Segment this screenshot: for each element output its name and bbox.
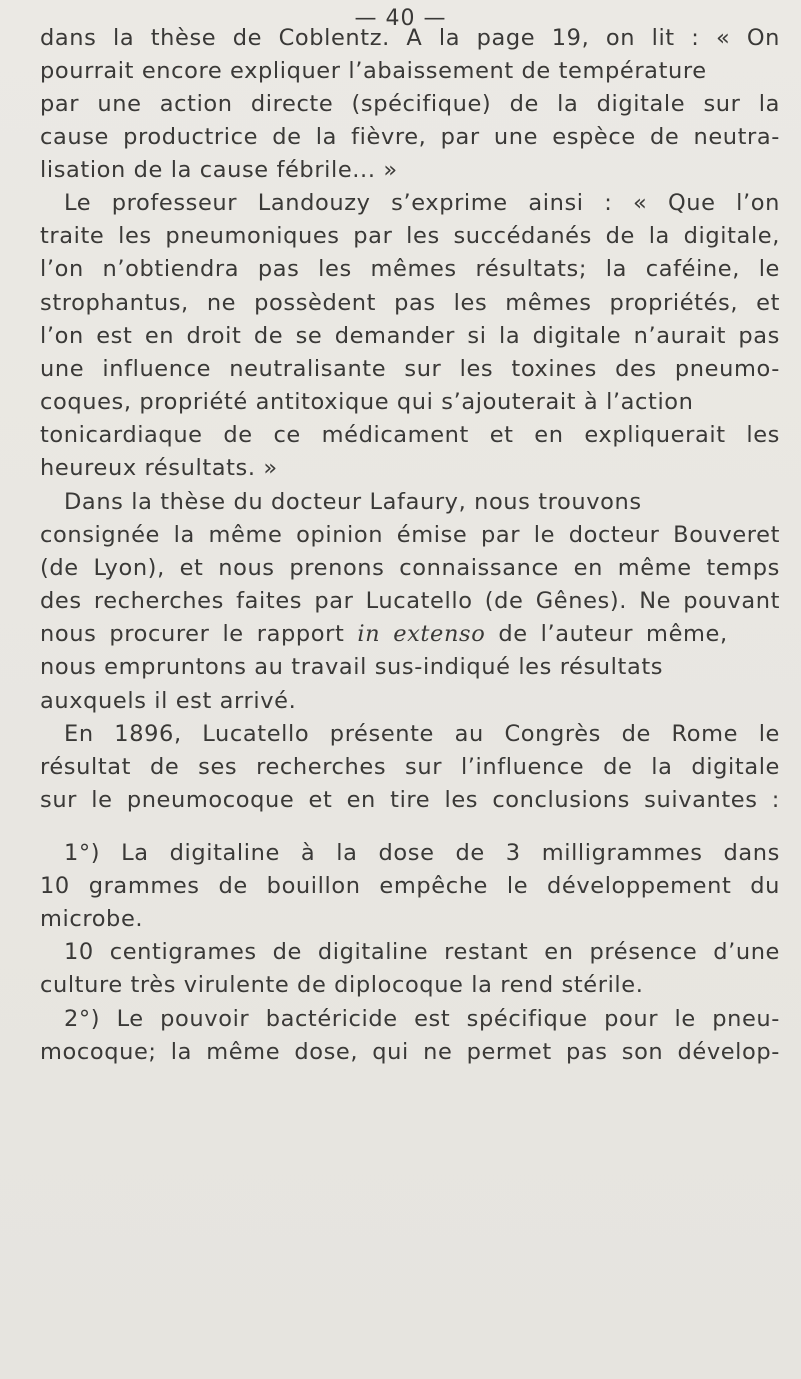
text-segment: de l’auteur même, (485, 621, 728, 647)
text-line: l’on n’obtiendra pas les mêmes résultats; la caféine, le (40, 256, 780, 282)
text-line: résultat de ses recherches sur l’influence de la digitale (40, 754, 780, 780)
text-line: consignée la même opinion émise par le docteur Bouveret (40, 522, 780, 548)
text-line: strophantus, ne possèdent pas les mêmes propriétés, et (40, 290, 780, 316)
page-number: — 40 — (354, 6, 447, 31)
text-line: Dans la thèse du docteur Lafaury, nous trouvons (64, 489, 642, 515)
text-line: des recherches faites par Lucatello (de Gênes). Ne pouvant (40, 588, 780, 614)
text-line: traite les pneumoniques par les succédanés de la digitale, (40, 223, 780, 249)
text-line: mocoque; la même dose, qui ne permet pas son dévelop- (40, 1039, 780, 1065)
text-line-with-italic (40, 619, 780, 649)
text-line: 10 centigrames de digitaline restant en présence d’une (64, 939, 780, 965)
text-line: par une action directe (spécifique) de la digitale sur la (40, 91, 780, 117)
text-line: une influence neutralisante sur les toxines des pneumo- (40, 356, 780, 382)
italic-phrase: in extenso (357, 621, 486, 647)
text-line: nous empruntons au travail sus-indiqué les résultats (40, 654, 664, 680)
text-line: 1°) La digitaline à la dose de 3 milligrammes dans (64, 840, 780, 866)
text-line: Le professeur Landouzy s’exprime ainsi : « Que l’on (64, 190, 780, 216)
text-line: 2°) Le pouvoir bactéricide est spécifique pour le pneu- (64, 1006, 780, 1032)
text-line: l’on est en droit de se demander si la digitale n’aurait pas (40, 323, 780, 349)
text-line: auxquels il est arrivé. (40, 688, 297, 714)
text-line: pourrait encore expliquer l’abaissement de température (40, 58, 707, 84)
text-line: (de Lyon), et nous prenons connaissance en même temps (40, 555, 780, 581)
text-line: En 1896, Lucatello présente au Congrès de Rome le (64, 721, 780, 747)
text-segment: nous procurer le rapport (40, 621, 358, 647)
text-line: microbe. (40, 906, 144, 932)
text-line: sur le pneumocoque et en tire les conclusions suivantes : (40, 787, 780, 813)
text-line: tonicardiaque de ce médicament et en expliquerait les (40, 422, 780, 448)
text-line: culture très virulente de diplocoque la rend stérile. (40, 972, 644, 998)
text-line: heureux résultats. » (40, 455, 278, 481)
text-line: 10 grammes de bouillon empêche le développement du (40, 873, 780, 899)
text-line: lisation de la cause fébrile... » (40, 157, 398, 183)
text-line: dans la thèse de Coblentz. A la page 19, on lit : « On (40, 25, 780, 51)
text-line: coques, propriété antitoxique qui s’ajouterait à l’action (40, 389, 694, 415)
text-line: cause productrice de la fièvre, par une espèce de neutra- (40, 124, 780, 150)
